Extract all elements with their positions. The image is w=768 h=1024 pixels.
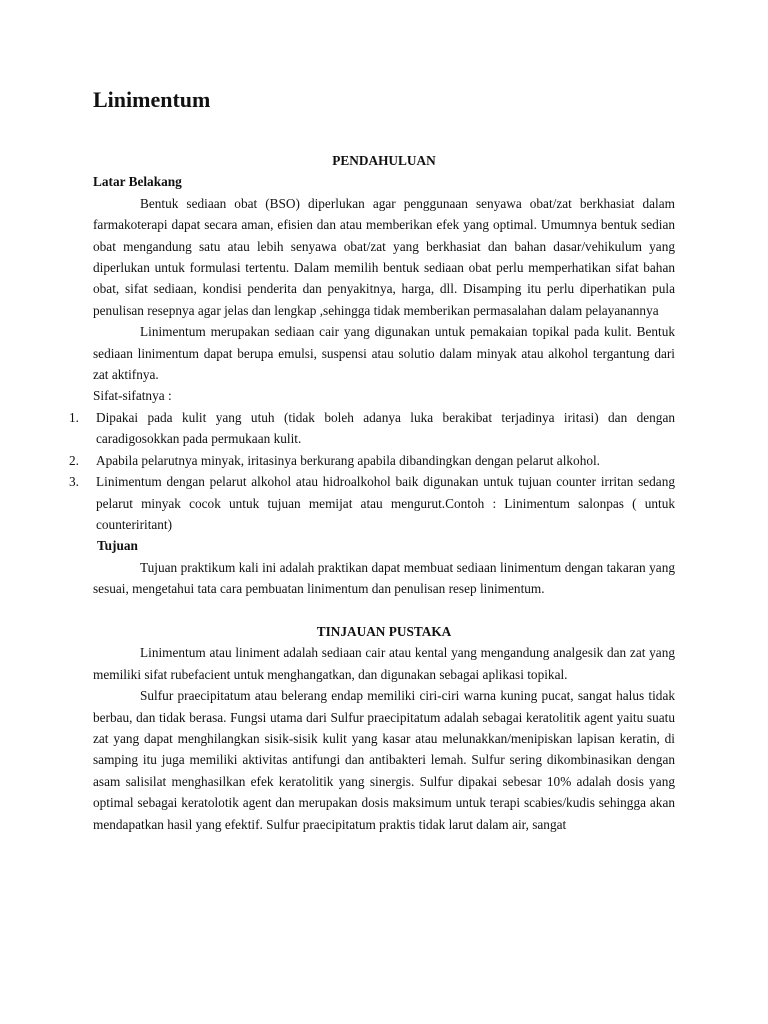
document-body <box>69 150 675 835</box>
list-item-number: 1. <box>69 409 79 425</box>
sifat-list <box>69 407 675 535</box>
paragraph-latar-belakang-1: Bentuk sediaan obat (BSO) diperlukan agar penggunaan senyawa obat/zat berkhasiat dalam farmakoterapi dapat secara aman, efisien dan atau memberikan efek yang optimal. Umumnya bentuk sedian obat mengandung satu atau lebih senyawa obat/zat yang berkhasiat dan bahan dasar/vehikulum yang diperlukan untuk formulasi tertentu. Dalam memilih bentuk sediaan obat perlu memperhatikan sifat bahan obat, sifat sediaan, kondisi penderita dan penyakitnya, harga, dll. Disamping itu perlu diperhatikan pula penulisan resepnya agar jelas dan lengkap ,sehingga tidak memberikan permasalahan dalam pelayanannya <box>93 195 675 318</box>
section-spacer <box>93 600 675 621</box>
list-item <box>69 450 675 471</box>
paragraph-tinjauan-2: Sulfur praecipitatum atau belerang endap memiliki ciri-ciri warna kuning pucat, sangat halus tidak berbau, dan tidak berasa. Fungsi utama dari Sulfur praecipitatum adalah sebagai keratolitik agent yaitu suatu zat yang dapat menghilangkan sisik-sisik kulit yang kasar atau melunakkan/menipiskan lapisan keratin, di samping itu juga memiliki aktivitas antifungi dan antibakteri lemah. Sulfur sering dikombinasikan dengan asam salisilat menghasilkan efek keratolitik yang sinergis. Sulfur dipakai sebesar 10% adalah dosis yang optimal sebagai keratolotik agent dan merupakan dosis maksimum untuk terapi scabies/kudis sehingga akan mendapatkan hasil yang efektif. Sulfur praecipitatum praktis tidak larut dalam air, sangat <box>93 688 675 832</box>
list-item <box>69 407 675 450</box>
paragraph-latar-belakang-2: Linimentum merupakan sediaan cair yang digunakan untuk pemakaian topikal pada kulit. Bentuk sediaan linimentum dapat berupa emulsi, suspensi atau solutio dalam minyak atau alkohol tergantung dari zat aktifnya. <box>93 324 675 383</box>
list-item-text: Dipakai pada kulit yang utuh (tidak boleh adanya luka berakibat terjadinya iritasi) dan dengan caradigosokkan pada permukaan kulit. <box>96 409 675 447</box>
paragraph-tinjauan-1: Linimentum atau liniment adalah sediaan cair atau kental yang mengandung analgesik dan zat yang memiliki sifat rubefacient untuk menghangatkan, dan digunakan sebagai aplikasi topikal. <box>93 645 675 682</box>
document-title: Linimentum <box>93 87 211 112</box>
subheading-tujuan: Tujuan <box>97 538 138 554</box>
paragraph-tujuan: Tujuan praktikum kali ini adalah praktikan dapat membuat sediaan linimentum dengan takaran yang sesuai, mengetahui tata cara pembuatan linimentum dan penulisan resep linimentum. <box>93 559 675 597</box>
sifat-label: Sifat-sifatnya : <box>93 388 172 404</box>
section-heading-tinjauan-pustaka: TINJAUAN PUSTAKA <box>316 623 452 639</box>
subheading-latar-belakang: Latar Belakang <box>93 174 182 190</box>
section-heading-pendahuluan: PENDAHULUAN <box>332 153 436 168</box>
list-item-number: 2. <box>69 452 79 468</box>
list-item <box>69 471 675 535</box>
list-item-text: Apabila pelarutnya minyak, iritasinya berkurang apabila dibandingkan dengan pelarut alkohol. <box>96 452 601 468</box>
list-item-text: Linimentum dengan pelarut alkohol atau hidroalkohol baik digunakan untuk tujuan counter irritan sedang pelarut minyak cocok untuk tujuan memijat atau mengurut.Contoh : Linimentum salonpas ( untuk counteriritant) <box>96 474 675 532</box>
list-item-number: 3. <box>69 474 79 490</box>
